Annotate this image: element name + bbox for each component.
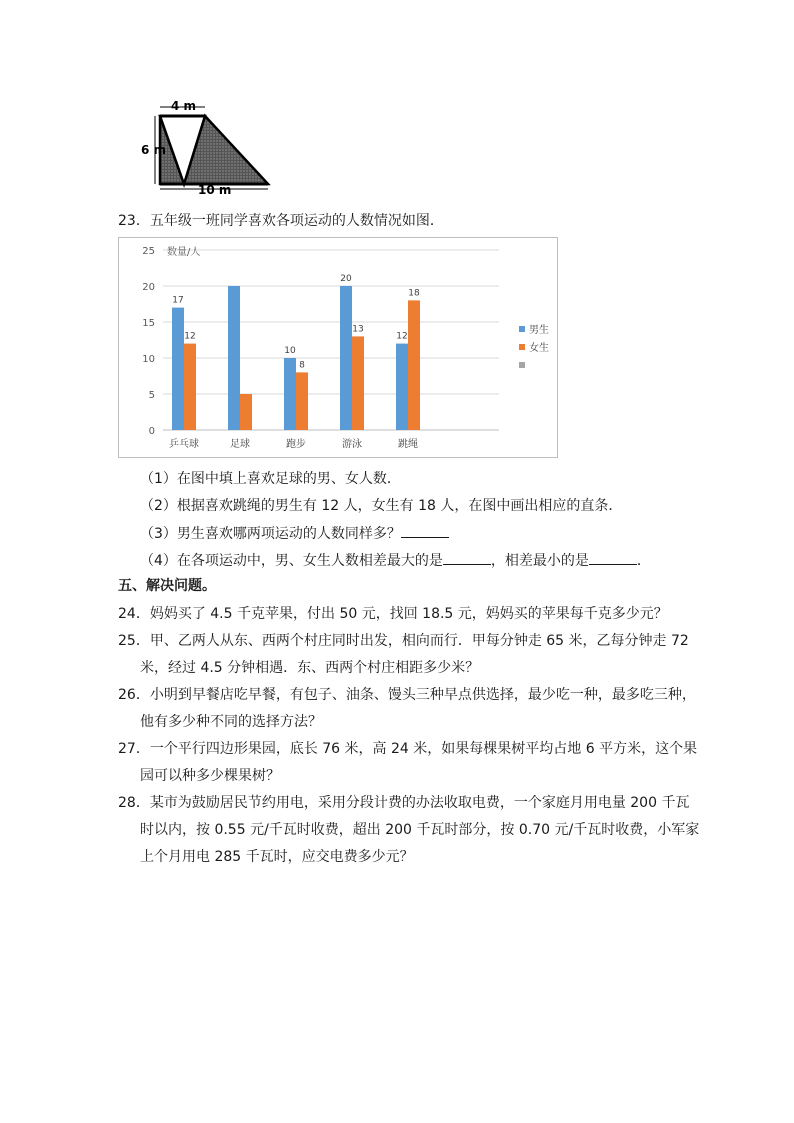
bar-girls bbox=[408, 300, 420, 430]
legend-label: 女生 bbox=[529, 343, 549, 354]
y-tick-label: 25 bbox=[142, 246, 155, 257]
q23-number: 23． bbox=[118, 213, 150, 229]
q23-sub1: （1）在图中填上喜欢足球的男、女人数． bbox=[140, 471, 401, 487]
q23-sub4-text-a: （4）在各项运动中，男、女生人数相差最大的是 bbox=[140, 553, 443, 569]
legend-swatch bbox=[519, 326, 525, 332]
q23-sub2: （2）根据喜欢跳绳的男生有 12 人，女生有 18 人，在图中画出相应的直条． bbox=[140, 498, 623, 514]
problem-number: 26． bbox=[118, 687, 150, 703]
sports-bar-chart bbox=[118, 237, 558, 458]
q23-sub3 bbox=[140, 523, 449, 544]
top-length-label: 4 m bbox=[171, 99, 197, 113]
data-label: 12 bbox=[184, 331, 196, 342]
bar-boys bbox=[228, 286, 240, 430]
bottom-length-label: 10 m bbox=[198, 183, 232, 197]
data-label: 18 bbox=[408, 288, 420, 299]
q23-sub4-text-c: ． bbox=[636, 553, 651, 569]
x-tick-label: 乒乓球 bbox=[169, 439, 199, 450]
trapezoid-figure bbox=[141, 98, 275, 197]
problem-28 bbox=[118, 793, 689, 813]
problem-26 bbox=[118, 685, 696, 705]
q23-text: 五年级一班同学喜欢各项运动的人数情况如图． bbox=[149, 213, 444, 229]
x-tick-label: 跳绳 bbox=[398, 439, 418, 450]
problem-28-cont2: 上个月用电 285 千瓦时，应交电费多少元？ bbox=[140, 849, 414, 865]
q23-sub4 bbox=[140, 550, 651, 571]
problem-25-cont: 米，经过 4.5 分钟相遇．东、西两个村庄相距多少米？ bbox=[140, 660, 480, 676]
data-label: 8 bbox=[299, 360, 305, 371]
bar-boys bbox=[172, 308, 184, 430]
q23-line bbox=[118, 211, 444, 231]
answer-blank[interactable] bbox=[589, 550, 637, 565]
bar-boys bbox=[340, 286, 352, 430]
problem-27-cont: 园可以种多少棵果树？ bbox=[140, 768, 280, 784]
chart-svg bbox=[119, 238, 557, 457]
legend bbox=[519, 323, 549, 368]
q23-sub3-text: （3）男生喜欢哪两项运动的人数同样多？ bbox=[140, 526, 401, 542]
x-tick-label: 游泳 bbox=[342, 439, 362, 450]
data-label: 13 bbox=[352, 324, 364, 335]
y-tick-label: 10 bbox=[142, 354, 155, 365]
y-tick-label: 5 bbox=[148, 390, 155, 401]
y-tick-label: 0 bbox=[148, 426, 155, 437]
bar-girls bbox=[240, 394, 252, 430]
y-tick-label: 15 bbox=[142, 318, 155, 329]
section-five-title: 五、解决问题。 bbox=[118, 578, 216, 594]
bar-girls bbox=[184, 344, 196, 430]
problem-text: 小明到早餐店吃早餐，有包子、油条、馒头三种早点供选择，最少吃一种，最多吃三种， bbox=[149, 687, 696, 703]
grid-layer bbox=[163, 250, 499, 430]
legend-swatch bbox=[519, 344, 525, 350]
problem-25 bbox=[118, 631, 689, 651]
problem-number: 25． bbox=[118, 633, 150, 649]
trapezoid-svg bbox=[141, 98, 275, 197]
bar-girls bbox=[296, 372, 308, 430]
data-label: 10 bbox=[284, 346, 296, 356]
bar-boys bbox=[284, 358, 296, 430]
problem-text: 妈妈买了 4.5 千克苹果，付出 50 元，找回 18.5 元，妈妈买的苹果每千克多少元？ bbox=[149, 606, 668, 622]
data-label: 12 bbox=[396, 331, 408, 342]
problem-28-cont1: 时以内，按 0.55 元/千瓦时收费，超出 200 千瓦时部分，按 0.70 元/千瓦时收费，小军家 bbox=[140, 822, 700, 838]
y-axis-title: 数量/人 bbox=[167, 247, 201, 258]
answer-blank[interactable] bbox=[401, 523, 449, 538]
problem-number: 27． bbox=[118, 741, 150, 757]
answer-blank[interactable] bbox=[443, 550, 491, 565]
height-label: 6 m bbox=[141, 143, 167, 157]
problem-text: 一个平行四边形果园，底长 76 米，高 24 米，如果每棵果树平均占地 6 平方米，这个果 bbox=[149, 741, 698, 757]
data-label: 17 bbox=[172, 295, 184, 306]
data-label: 20 bbox=[340, 274, 352, 284]
y-tick-label: 20 bbox=[142, 282, 155, 293]
problem-24 bbox=[118, 604, 668, 624]
x-tick-label: 跑步 bbox=[286, 439, 306, 450]
problem-text: 甲、乙两人从东、西两个村庄同时出发，相向而行．甲每分钟走 65 米，乙每分钟走 72 bbox=[149, 633, 689, 649]
q23-sub4-text-b: ，相差最小的是 bbox=[490, 553, 589, 569]
bar-boys bbox=[396, 344, 408, 430]
legend-label: 男生 bbox=[529, 325, 549, 336]
problem-26-cont: 他有多少种不同的选择方法？ bbox=[140, 714, 322, 730]
bar-girls bbox=[352, 336, 364, 430]
problem-text: 某市为鼓励居民节约用电，采用分段计费的办法收取电费，一个家庭月用电量 200 千瓦 bbox=[149, 795, 690, 811]
problem-27 bbox=[118, 739, 697, 759]
x-tick-label: 足球 bbox=[230, 439, 250, 450]
problem-number: 28． bbox=[118, 795, 150, 811]
legend-swatch bbox=[519, 362, 525, 368]
problem-number: 24． bbox=[118, 606, 150, 622]
